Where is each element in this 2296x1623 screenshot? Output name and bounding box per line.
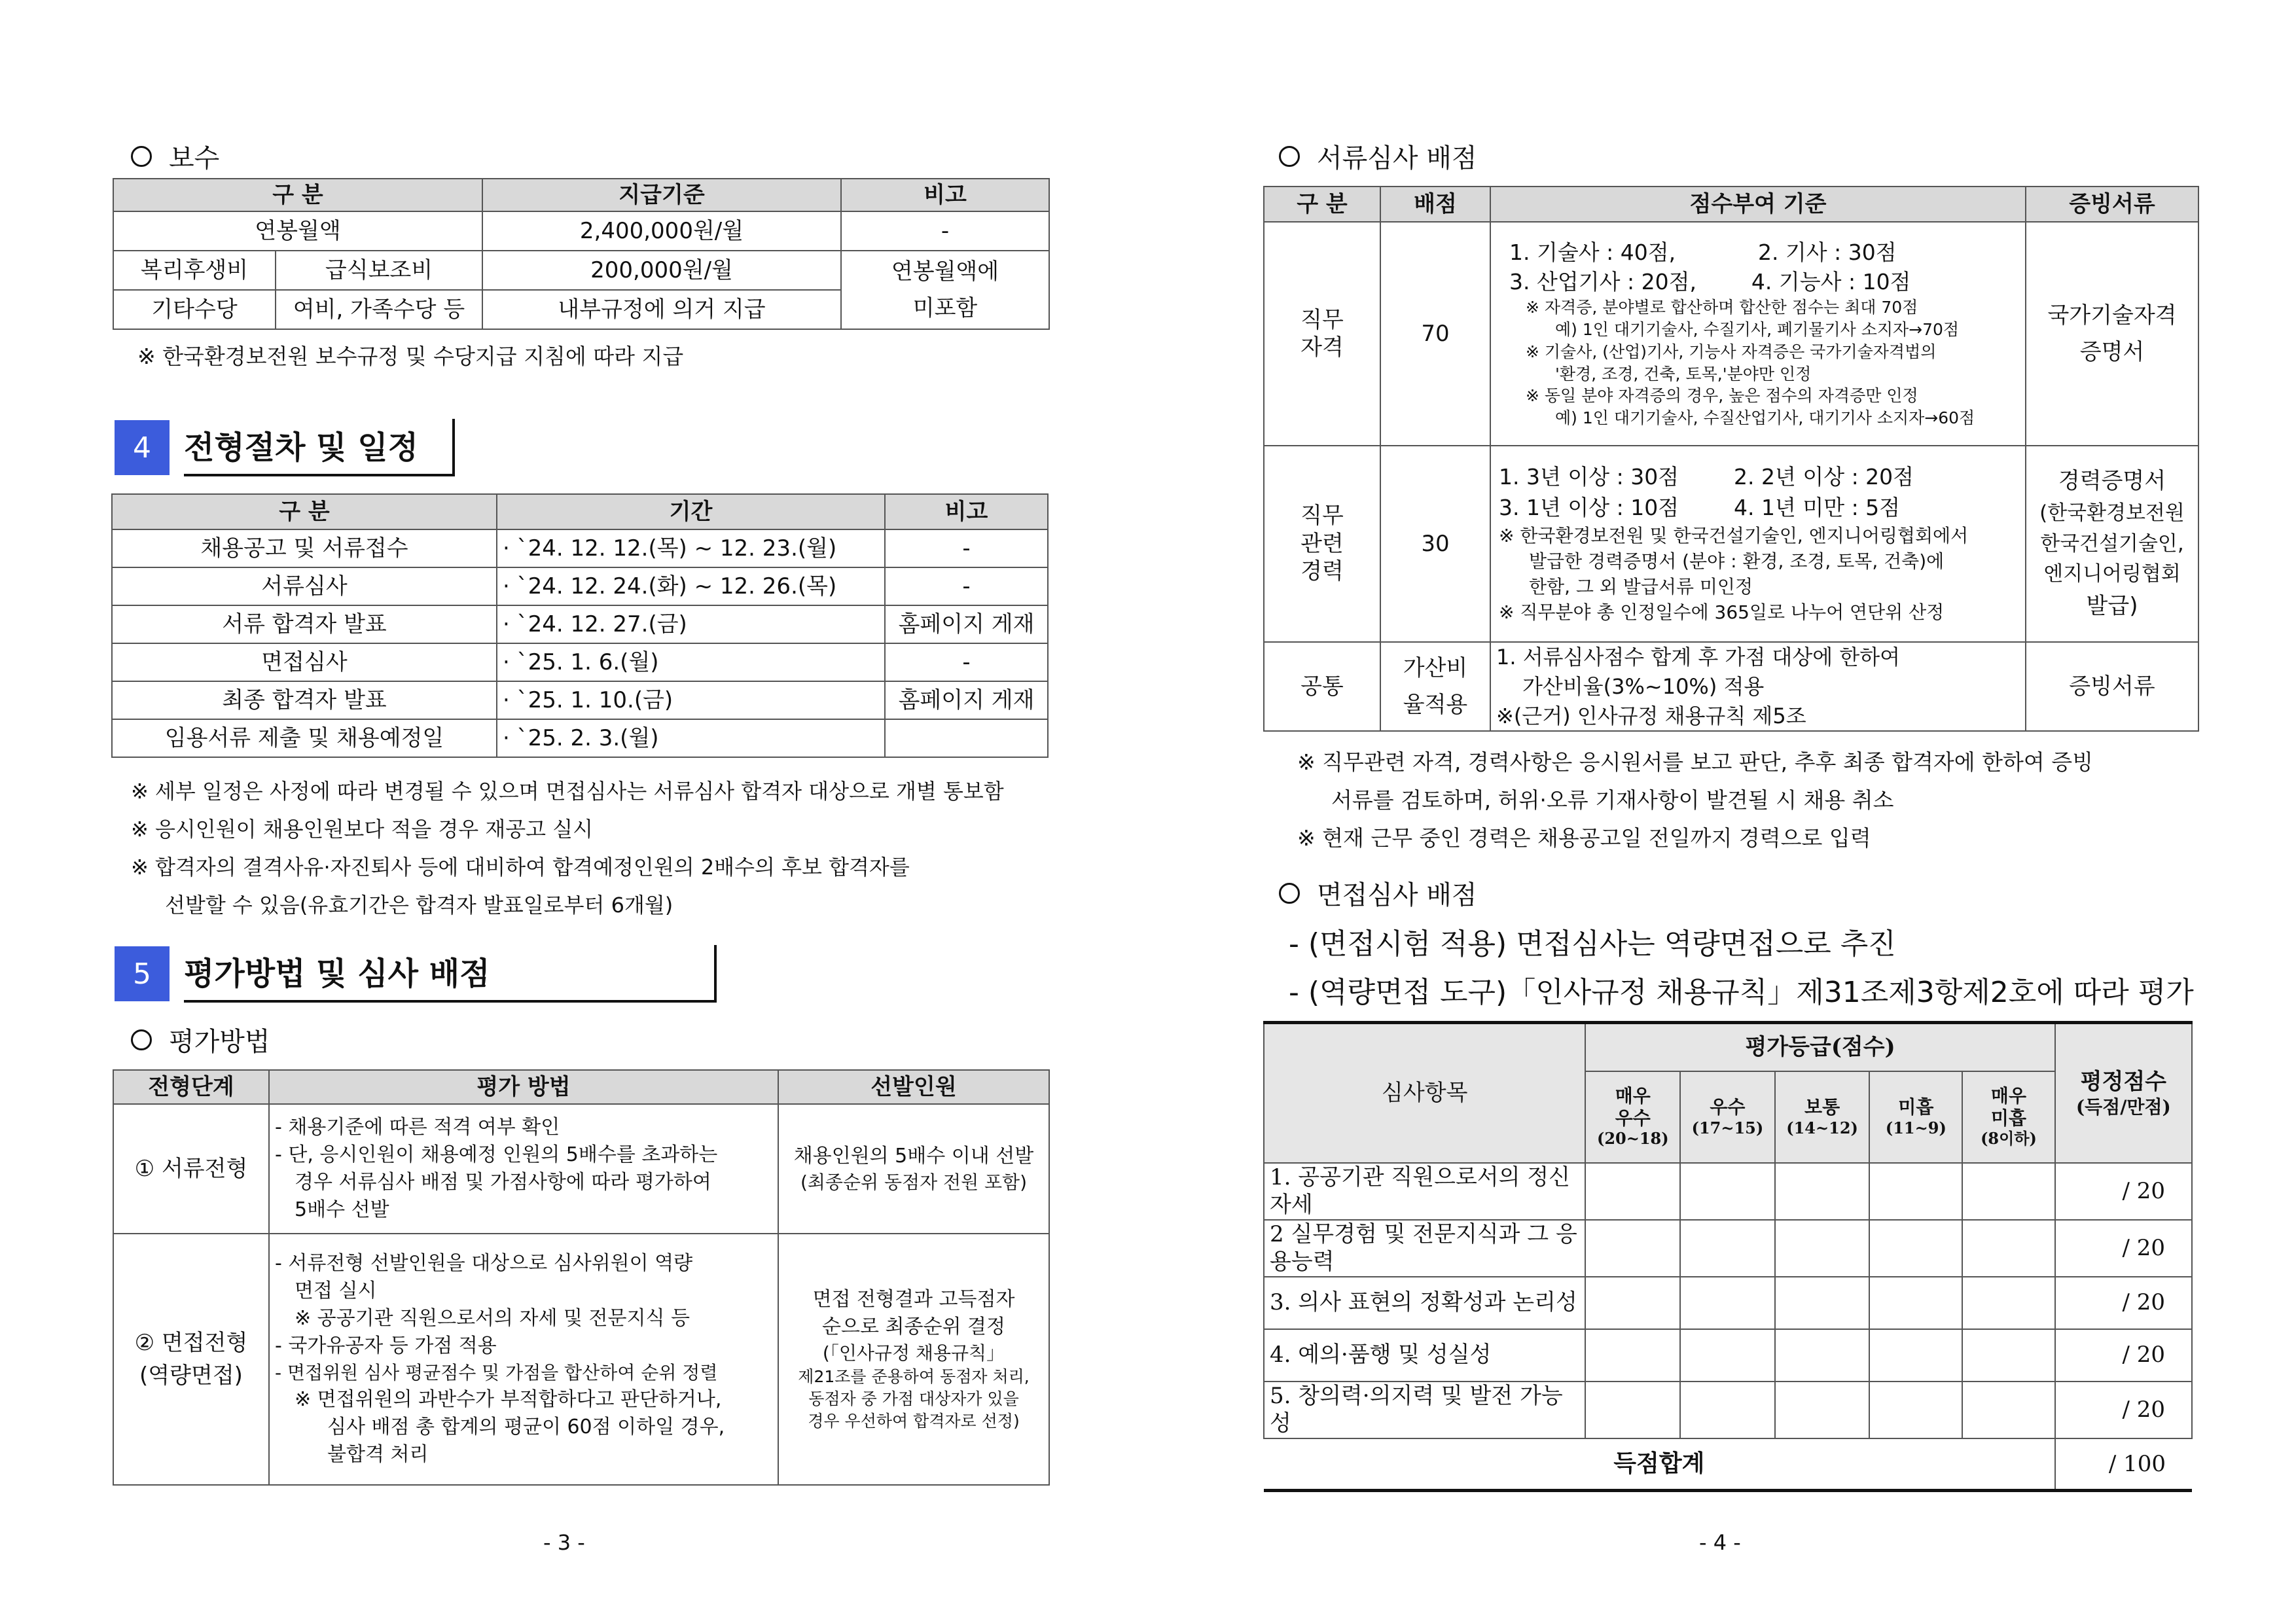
method-line: 5배수 선발 [295,1198,389,1221]
score-header-total [2055,1023,2192,1163]
criteria-line: ※ 직무분야 총 인정일수에 365일로 나누어 연단위 산정 [1499,601,1945,624]
schedule-row [112,719,1048,757]
criteria-line: 3. 산업기사 : 20점, 4. 기능사 : 10점 [1509,268,1911,294]
schedule-note: 홈페이지 게재 [885,681,1048,719]
schedule-period: · `24. 12. 27.(금) [497,605,885,643]
stage-line: (역량면접) [139,1363,243,1389]
score-value: / 20 [2055,1382,2192,1438]
label-line: 관련 [1300,530,1344,557]
section-title: 평가방법 및 심사 배점 [184,945,717,1003]
pay-header-category: 구 분 [113,179,482,211]
section-4-heading [115,419,455,476]
grade-col [1962,1071,2054,1163]
grade-range: (8이하) [1981,1129,2037,1149]
doc-r1-criteria [1490,222,2026,446]
eval-header-method: 평가 방법 [269,1070,778,1104]
schedule-note: - [885,529,1048,567]
interview-line: - (면접시험 적용) 면접심사는 역량면접으로 추진 [1289,927,1896,961]
section-number: 4 [115,420,170,475]
grade-col [1585,1071,1680,1163]
score-item: 5. 창의력·의지력 및 발전 가능성 [1264,1382,1585,1438]
doc-r1-label [1264,222,1380,446]
score-sum-value: / 100 [2055,1438,2192,1491]
interview-line: - (역량면접 도구)「인사규정 채용규칙」제31조제3항제2호에 따라 평가 [1289,976,2194,1009]
grade-range: (11~9) [1885,1118,1946,1137]
schedule-row [112,529,1048,567]
section-5-heading [115,945,717,1003]
select-line: 채용인원의 5배수 이내 선발 [793,1145,1034,1168]
method-line: - 채용기준에 따른 적격 여부 확인 [275,1116,560,1139]
score-value: / 20 [2055,1163,2192,1220]
grade-name: 매우 우수 [1615,1084,1651,1129]
schedule-note-line: ※ 세부 일정은 사정에 따라 변경될 수 있으며 면접심사는 서류심사 합격자 대상으로 개별 통보함 [131,779,1004,804]
doc-r2-label [1264,446,1380,642]
score-row [1264,1329,2192,1382]
select-line: 동점자 중 가점 대상자가 있을 [808,1389,1019,1409]
doc-score-table [1263,186,2199,732]
pay-row-annual: 연봉월액 [113,211,482,251]
method-line: ※ 면접위원의 과반수가 부적합하다고 판단하거나, [295,1387,722,1411]
proof-line: 국가기술자격 [2047,302,2177,329]
eval-int-select [778,1234,1049,1485]
grade-name: 우수 [1710,1096,1746,1118]
criteria-line: 1. 3년 이상 : 30점 2. 2년 이상 : 20점 [1499,464,1914,490]
stage-line: ② 면접전형 [134,1329,248,1356]
pay-note-merged [841,251,1049,329]
pay-table [113,178,1050,330]
score-row [1264,1220,2192,1277]
criteria-line: 3. 1년 이상 : 10점 4. 1년 미만 : 5점 [1499,494,1901,520]
label-line: 자격 [1300,334,1344,361]
schedule-note-line: ※ 합격자의 결격사유·자진퇴사 등에 대비하여 합격예정인원의 2배수의 후보 합격자를 [131,855,910,880]
criteria-line: 1. 서류심사점수 합계 후 가점 대상에 한하여 [1496,645,1901,669]
schedule-note-line: ※ 응시인원이 채용인원보다 적을 경우 재공고 실시 [131,817,594,842]
doc-r2-criteria [1490,446,2026,642]
schedule-note-line: 선발할 수 있음(유효기간은 합격자 발표일로부터 6개월) [165,893,673,918]
eval-title-text: 평가방법 [169,1027,270,1057]
doc-r3-criteria [1490,642,2026,731]
schedule-label: 임용서류 제출 및 채용예정일 [112,719,497,757]
page-number: - 4 - [1699,1530,1741,1555]
grade-range: (14~12) [1786,1118,1858,1137]
score-header-grade: 평가등급(점수) [1585,1023,2054,1071]
method-line: 경우 서류심사 배점 및 가점사항에 따라 평가하여 [295,1171,711,1194]
label-line: 경력 [1300,558,1344,585]
pay-row-welfare-group: 복리후생비 [113,251,276,290]
doc-note-line: ※ 직무관련 자격, 경력사항은 응시원서를 보고 판단, 추후 최종 합격자에 한하여 증빙 [1297,749,2093,775]
score-item: 4. 예의·품행 및 성실성 [1264,1329,1585,1382]
select-line: 제21조를 준용하여 동점자 처리, [798,1367,1030,1387]
doc-r3-proof: 증빙서류 [2026,642,2198,731]
pay-note: ※ 한국환경보전원 보수규정 및 수당지급 지침에 따라 지급 [137,344,684,369]
score-value: / 20 [2055,1277,2192,1329]
pay-row-annual-note: - [841,211,1049,251]
schedule-note: - [885,567,1048,605]
proof-line: 증명서 [2079,339,2145,365]
page-number: - 3 - [543,1530,585,1555]
schedule-label: 서류 합격자 발표 [112,605,497,643]
grade-name: 미흡 [1898,1096,1934,1118]
doc-r1-score: 70 [1380,222,1490,446]
doc-header-criteria: 점수부여 기준 [1490,187,2026,222]
schedule-table [111,493,1049,758]
criteria-line: 예) 1인 대기기술사, 수질산업기사, 대기기사 소지자→60점 [1555,408,1975,428]
pay-row-travel: 여비, 가족수당 등 [276,290,482,329]
proof-line: (한국환경보전원 [2039,501,2185,526]
score-item: 2 실무경험 및 전문지식과 그 응용능력 [1264,1220,1585,1277]
schedule-row [112,567,1048,605]
doc-r1-proof [2026,222,2198,446]
select-line: (최종순위 동점자 전원 포함) [800,1171,1028,1194]
grade-col [1680,1071,1775,1163]
grade-name: 보통 [1804,1096,1840,1118]
score-row [1264,1163,2192,1220]
schedule-period: · `25. 1. 10.(금) [497,681,885,719]
schedule-period: · `25. 2. 3.(월) [497,719,885,757]
eval-section-title [131,1021,270,1058]
doc-notes [1297,743,2093,857]
select-line: (「인사규정 채용규칙」 [822,1342,1005,1364]
doc-score-section-title [1279,137,1477,175]
eval-doc-select [778,1104,1049,1234]
grade-range: (17~15) [1691,1118,1764,1137]
schedule-header-period: 기간 [497,494,885,529]
criteria-line: '환경, 조경, 건축, 토목,'분야만 인정 [1555,364,1812,383]
criteria-line: ※ 기술사, (산업)기사, 기능사 자격증은 국가기술자격법의 [1526,342,1937,361]
schedule-header-note: 비고 [885,494,1048,529]
schedule-label: 채용공고 및 서류접수 [112,529,497,567]
eval-int-method [269,1234,778,1485]
proof-line: 발급) [2086,592,2138,619]
criteria-line: 예) 1인 대기기술사, 수질기사, 폐기물기사 소지자→70점 [1555,320,1960,340]
doc-header-score: 배점 [1380,187,1490,222]
score-sum-label: 득점합계 [1264,1438,2055,1491]
schedule-note [885,719,1048,757]
doc-r2-score: 30 [1380,446,1490,642]
eval-int-stage [113,1234,269,1485]
pay-row-meal-basis: 200,000원/월 [482,251,841,290]
circle-bullet-icon [131,146,152,167]
pay-note-line: 미포함 [912,295,978,321]
circle-bullet-icon [1279,883,1300,904]
pay-header-basis: 지급기준 [482,179,841,211]
score-line: 가산비 [1403,654,1468,681]
proof-line: 경력증명서 [2058,468,2166,495]
total-header-line: 평정점수 [2080,1068,2167,1095]
select-line: 경우 우선하여 합격자로 선정) [808,1411,1020,1431]
doc-r2-proof [2026,446,2198,642]
eval-header-stage: 전형단계 [113,1070,269,1104]
score-line: 율적용 [1403,692,1468,719]
schedule-notes [131,772,1004,924]
doc-header-proof: 증빙서류 [2026,187,2198,222]
criteria-line: 발급한 경력증명서 (분야 : 환경, 조경, 토목, 건축)에 [1529,550,1945,572]
pay-row-annual-basis: 2,400,000원/월 [482,211,841,251]
doc-title-text: 서류심사 배점 [1317,143,1477,173]
criteria-line: ※ 한국환경보전원 및 한국건설기술인, 엔지니어링협회에서 [1499,524,1969,546]
criteria-line: ※ 자격증, 분야별로 합산하며 합산한 점수는 최대 70점 [1526,298,1918,317]
method-line: 불합격 처리 [327,1442,429,1466]
pay-section-title [131,137,219,175]
schedule-note: - [885,643,1048,681]
doc-header-category: 구 분 [1264,187,1380,222]
proof-line: 엔지니어링협회 [2043,562,2181,586]
section-title: 전형절차 및 일정 [184,419,455,476]
label-line: 직무 [1300,306,1344,333]
schedule-label: 최종 합격자 발표 [112,681,497,719]
circle-bullet-icon [131,1029,152,1050]
schedule-header-category: 구 분 [112,494,497,529]
eval-doc-stage: ① 서류전형 [113,1104,269,1234]
method-line: - 서류전형 선발인원을 대상으로 심사위원이 역량 [275,1252,693,1275]
score-header-item: 심사항목 [1264,1023,1585,1163]
select-line: 순으로 최종순위 결정 [822,1315,1005,1339]
score-value: / 20 [2055,1329,2192,1382]
interview-title-text: 면접심사 배점 [1317,880,1477,910]
pay-row-meal: 급식보조비 [276,251,482,290]
pay-note-line: 연봉월액에 [891,258,999,285]
method-line: - 단, 응시인원이 채용예정 인원의 5배수를 초과하는 [275,1143,718,1166]
score-item: 1. 공공기관 직원으로서의 정신자세 [1264,1163,1585,1220]
schedule-row [112,605,1048,643]
circle-bullet-icon [1279,146,1300,167]
method-line: - 국가유공자 등 가점 적용 [275,1334,497,1358]
select-line: 면접 전형결과 고득점자 [812,1288,1015,1311]
grade-col [1869,1071,1962,1163]
total-header-line: (득점/만점) [2075,1096,2171,1118]
pay-header-note: 비고 [841,179,1049,211]
grade-name: 매우 미흡 [1990,1084,2027,1129]
schedule-period: · `24. 12. 24.(화) ~ 12. 26.(목) [497,567,885,605]
eval-table [113,1069,1050,1486]
score-item: 3. 의사 표현의 정확성과 논리성 [1264,1277,1585,1329]
score-value: / 20 [2055,1220,2192,1277]
schedule-label: 면접심사 [112,643,497,681]
doc-r3-score [1380,642,1490,731]
interview-section-title [1279,874,1477,912]
method-line: 면접 실시 [295,1279,377,1303]
eval-header-select: 선발인원 [778,1070,1049,1104]
schedule-row [112,643,1048,681]
criteria-line: 1. 기술사 : 40점, 2. 기사 : 30점 [1509,240,1897,266]
schedule-period: · `25. 1. 6.(월) [497,643,885,681]
score-row [1264,1277,2192,1329]
pay-row-other-group: 기타수당 [113,290,276,329]
grade-range: (20~18) [1596,1129,1669,1149]
doc-note-line: 서류를 검토하며, 허위·오류 기재사항이 발견될 시 채용 취소 [1331,787,1894,813]
page-4 [1148,0,2296,1623]
section-number: 5 [115,946,170,1001]
criteria-line: ※ 동일 분야 자격증의 경우, 높은 점수의 자격증만 인정 [1526,386,1918,406]
grade-col [1775,1071,1870,1163]
method-line: ※ 공공기관 직원으로서의 자세 및 전문지식 등 [295,1307,690,1330]
criteria-line: 한함, 그 외 발급서류 미인정 [1529,576,1753,598]
method-line: - 면접위원 심사 평균점수 및 가점을 합산하여 순위 정렬 [275,1362,718,1384]
schedule-row [112,681,1048,719]
label-line: 직무 [1300,503,1344,529]
pay-title-text: 보수 [169,143,220,173]
eval-doc-method [269,1104,778,1234]
criteria-line: 가산비율(3%~10%) 적용 [1522,673,1765,699]
doc-r3-label: 공통 [1264,642,1380,731]
score-row [1264,1382,2192,1438]
proof-line: 한국건설기술인, [2040,531,2184,556]
pay-row-travel-basis: 내부규정에 의거 지급 [482,290,841,329]
schedule-label: 서류심사 [112,567,497,605]
criteria-line: ※(근거) 인사규정 채용규칙 제5조 [1496,703,1806,728]
interview-score-table [1263,1021,2193,1492]
method-line: 심사 배점 총 합계의 평균이 60점 이하일 경우, [327,1415,725,1438]
score-sum-row [1264,1438,2192,1491]
schedule-note: 홈페이지 게재 [885,605,1048,643]
schedule-period: · `24. 12. 12.(목) ~ 12. 23.(월) [497,529,885,567]
doc-note-line: ※ 현재 근무 중인 경력은 채용공고일 전일까지 경력으로 입력 [1297,825,1871,851]
